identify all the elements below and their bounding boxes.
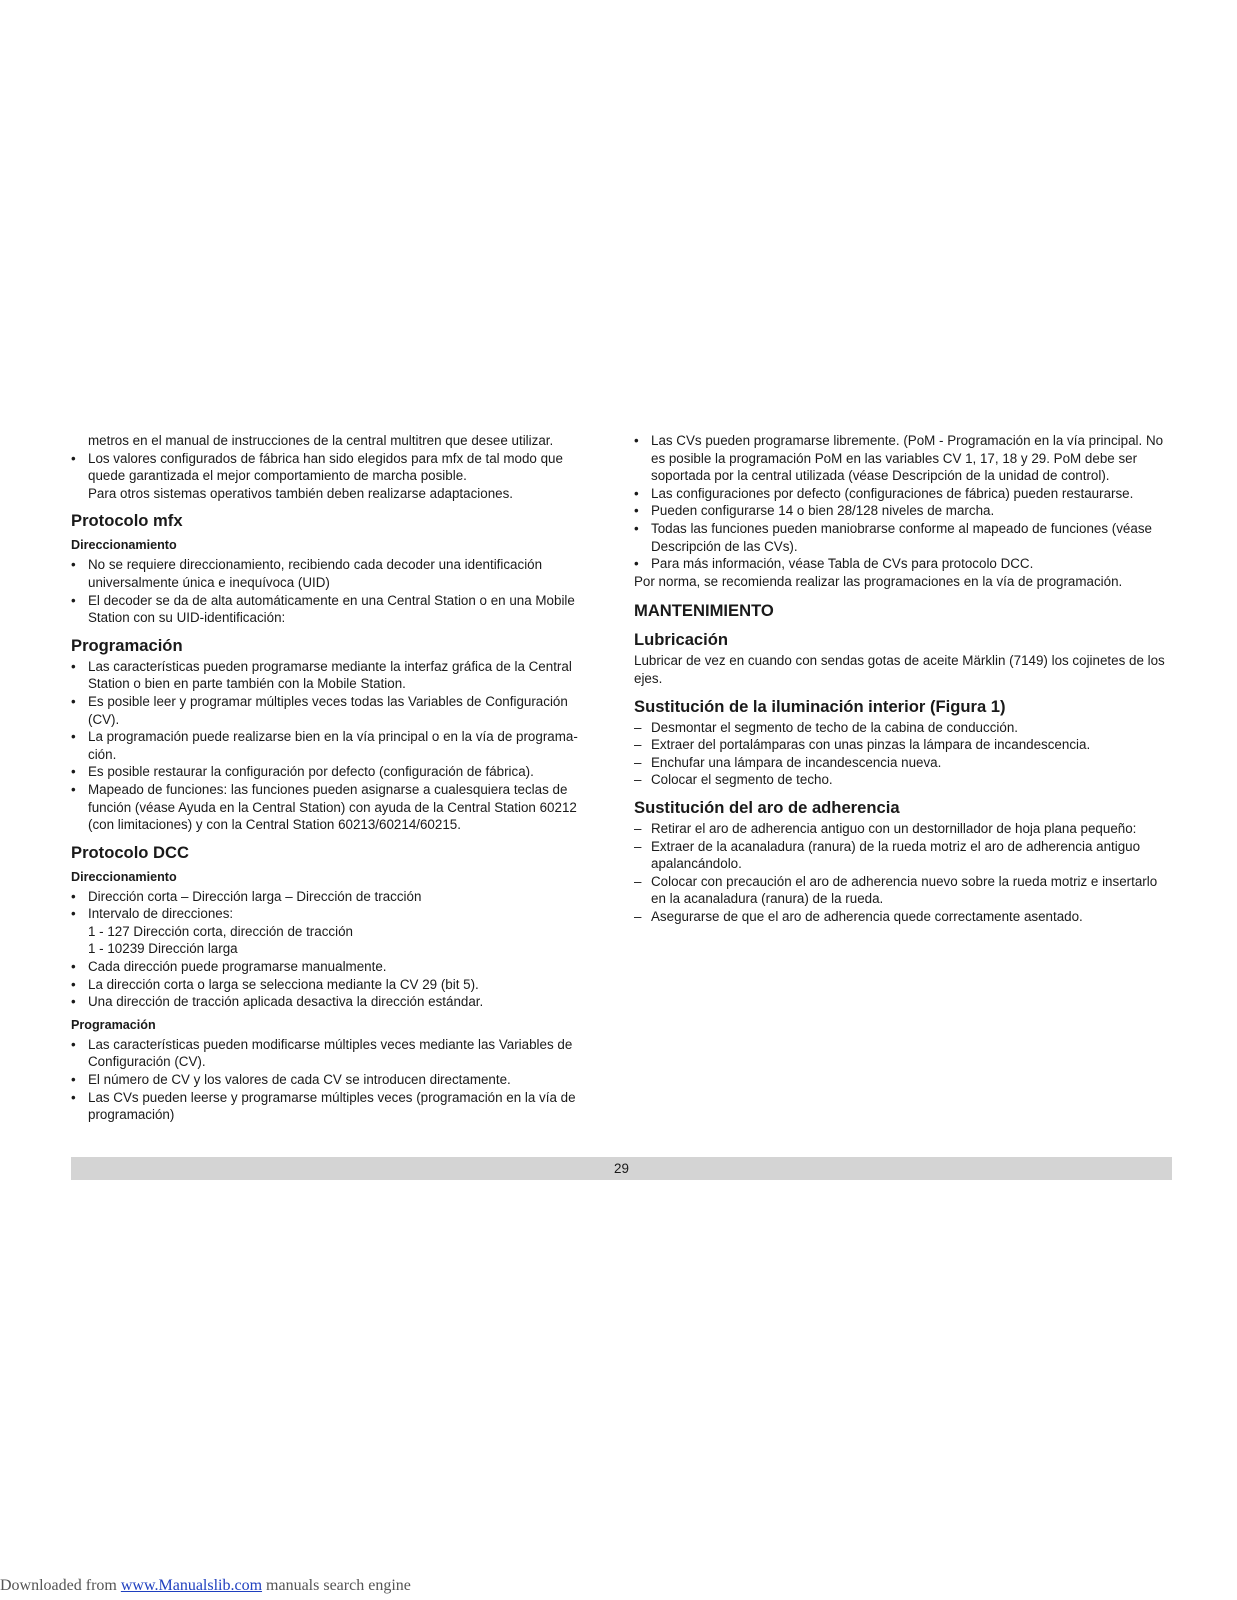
list-item — [71, 958, 601, 976]
bullet-marker: • — [634, 520, 639, 536]
list-item — [71, 993, 601, 1011]
bullet-marker: • — [634, 503, 639, 519]
list-item — [634, 555, 1172, 573]
bullet-marker: • — [71, 693, 76, 709]
list-item-text: La programación puede realizarse bien en la vía principal o en la vía de programa-ción. — [88, 729, 578, 762]
list-item-text: Retirar el aro de adherencia antiguo con un destornillador de hoja plana pequeño: — [651, 820, 1137, 836]
list-item-text: No se requiere direccionamiento, recibiendo cada decoder una identificación universalmente única e inequívoca (UID) — [88, 557, 543, 590]
dash-marker: – — [634, 737, 642, 753]
subheading-addressing: Direccionamiento — [71, 869, 177, 884]
manualslib-link[interactable]: www.Manualslib.com — [120, 1577, 263, 1594]
bullet-marker: • — [634, 556, 639, 572]
list-item-text: Enchufar una lámpara de incandescencia nueva. — [651, 754, 942, 770]
list-item — [71, 728, 601, 763]
list-item-text: Para más información, véase Tabla de CVs para protocolo DCC. — [651, 556, 1034, 572]
bullet-marker: • — [71, 592, 76, 608]
list-item — [71, 905, 601, 958]
list-item-text: El decoder se da de alta automáticamente en una Central Station o en una Mobile Station con su UID-identificación: — [88, 592, 575, 626]
section-heading-traction-tire: Sustitución del aro de adherencia — [634, 797, 900, 817]
list-item — [71, 1089, 601, 1124]
page-footer-bar — [71, 1157, 1172, 1180]
bullet-marker: • — [71, 658, 76, 674]
list-item-text: Las configuraciones por defecto (configuraciones de fábrica) pueden restaurarse. — [651, 485, 1134, 501]
list-item-text: 1 - 10239 Dirección larga — [88, 941, 238, 957]
list-item-text: Es posible leer y programar múltiples veces todas las Variables de Configuración (CV). — [88, 693, 568, 727]
list-item-text: Asegurarse de que el aro de adherencia quede correctamente asentado. — [651, 908, 1083, 924]
bullet-marker: • — [71, 994, 76, 1010]
list-item-text: Una dirección de tracción aplicada desactiva la dirección estándar. — [88, 994, 484, 1010]
list-item — [71, 658, 601, 693]
list-item-text: Las CVs pueden programarse libremente. (PoM - Programación en la vía principal. No es posible la programación PoM en las variables CV 1, 17, 18 y 29. PoM debe ser soportada por la central utilizada (véase Descripción de la unidad de control). — [651, 433, 1164, 484]
dash-marker: – — [634, 908, 642, 924]
list-item-text: Desmontar el segmento de techo de la cabina de conducción. — [651, 719, 1018, 735]
intro-continuation: metros en el manual de instrucciones de la central multitren que desee utilizar. — [88, 433, 554, 448]
right-column — [634, 432, 1172, 925]
list-item — [634, 502, 1172, 520]
list-item-text: El número de CV y los valores de cada CV se introducen directamente. — [88, 1072, 511, 1088]
list-item-text: Las CVs pueden leerse y programarse múltiples veces (programación en la vía de programación) — [88, 1089, 576, 1123]
list-item-text: Es posible restaurar la configuración por defecto (configuración de fábrica). — [88, 764, 534, 780]
lubrication-text: Lubricar de vez en cuando con sendas gotas de aceite Märklin (7149) los cojinetes de los ejes. — [634, 653, 1165, 686]
list-item-text: Intervalo de direcciones: — [88, 906, 234, 922]
list-item — [634, 771, 1172, 789]
mfx-addressing-list — [71, 556, 601, 626]
list-item — [634, 432, 1172, 485]
list-item — [71, 763, 601, 781]
dcc-programming-list — [71, 1036, 601, 1124]
bullet-marker: • — [71, 906, 76, 922]
list-item — [71, 1036, 601, 1071]
dcc-addressing-list — [71, 888, 601, 1011]
download-credit — [0, 1577, 411, 1595]
mfx-programming-list — [71, 658, 601, 834]
bullet-marker: • — [71, 888, 76, 904]
list-item — [634, 736, 1172, 754]
bullet-marker: • — [71, 781, 76, 797]
subheading-programming: Programación — [71, 1017, 156, 1032]
section-heading-mfx: Protocolo mfx — [71, 511, 183, 531]
subheading-addressing: Direccionamiento — [71, 538, 177, 553]
bullet-marker: • — [71, 1036, 76, 1052]
dcc-continued-list — [634, 432, 1172, 573]
section-heading-lubrication: Lubricación — [634, 630, 729, 650]
dash-marker: – — [634, 838, 642, 854]
bullet-marker: • — [71, 1089, 76, 1105]
list-item — [71, 450, 601, 503]
dash-marker: – — [634, 873, 642, 889]
section-heading-lighting: Sustitución de la iluminación interior (Figura 1) — [634, 696, 1006, 716]
download-prefix: Downloaded from — [0, 1577, 121, 1594]
list-item-text: Para otros sistemas operativos también deben realizarse adaptaciones. — [88, 485, 514, 501]
list-item-text: Colocar con precaución el aro de adherencia nuevo sobre la rueda motriz e insertarlo en la acanaladura (ranura) de la rueda. — [651, 873, 1158, 907]
list-item-text: Todas las funciones pueden maniobrarse conforme al mapeado de funciones (véase Descripción de las CVs). — [651, 520, 1152, 554]
bullet-marker: • — [634, 485, 639, 501]
dash-marker: – — [634, 754, 642, 770]
list-item-text: Cada dirección puede programarse manualmente. — [88, 959, 387, 975]
list-item — [71, 693, 601, 728]
bullet-marker: • — [71, 1072, 76, 1088]
bullet-marker: • — [71, 450, 76, 466]
list-item-text: Colocar el segmento de techo. — [651, 772, 833, 788]
list-item — [71, 592, 601, 627]
intro-bullets — [71, 450, 601, 503]
bullet-marker: • — [71, 729, 76, 745]
download-suffix: manuals search engine — [262, 1577, 411, 1594]
list-item-text: Pueden configurarse 14 o bien 28/128 niveles de marcha. — [651, 503, 995, 519]
list-item-text: Dirección corta – Dirección larga – Dirección de tracción — [88, 888, 422, 904]
left-column — [71, 432, 601, 1124]
list-item-text: Extraer de la acanaladura (ranura) de la rueda motriz el aro de adherencia antiguo apalancándolo. — [651, 838, 1141, 872]
list-item — [71, 781, 601, 834]
list-item-text: 1 - 127 Dirección corta, dirección de tracción — [88, 923, 353, 939]
section-heading-maintenance: MANTENIMIENTO — [634, 601, 774, 621]
list-item — [71, 556, 601, 591]
list-item-text: La dirección corta o larga se selecciona mediante la CV 29 (bit 5). — [88, 976, 479, 992]
section-heading-dcc: Protocolo DCC — [71, 842, 189, 862]
list-item-text: Extraer del portalámparas con unas pinzas la lámpara de incandescencia. — [651, 737, 1091, 753]
dash-marker: – — [634, 772, 642, 788]
bullet-marker: • — [71, 557, 76, 573]
dash-marker: – — [634, 820, 642, 836]
list-item — [634, 485, 1172, 503]
bullet-marker: • — [71, 959, 76, 975]
list-item-text: Los valores configurados de fábrica han sido elegidos para mfx de tal modo que quede garantizada el mejor comportamiento de marcha posible. — [88, 450, 563, 484]
bullet-marker: • — [71, 976, 76, 992]
list-item — [634, 838, 1172, 873]
list-item — [71, 1071, 601, 1089]
list-item-text: Las características pueden programarse mediante la interfaz gráfica de la Central Station o bien en parte también con la Mobile Station. — [88, 658, 572, 692]
list-item — [634, 754, 1172, 772]
lighting-steps-list — [634, 719, 1172, 789]
list-item — [71, 888, 601, 906]
list-item — [634, 520, 1172, 555]
bullet-marker: • — [634, 433, 639, 448]
list-item-text: Mapeado de funciones: las funciones pueden asignarse a cualesquiera teclas de función (véase Ayuda en la Central Station) con ayuda de la Central Station 60212 (con limitaciones) y con la Central Station 60213/60214/60215. — [88, 781, 577, 833]
list-item — [634, 820, 1172, 838]
page-number: 29 — [614, 1161, 629, 1176]
list-item — [634, 873, 1172, 908]
list-item — [634, 908, 1172, 926]
list-item — [634, 719, 1172, 737]
list-item — [71, 976, 601, 994]
section-heading-programming: Programación — [71, 635, 183, 655]
bullet-marker: • — [71, 764, 76, 780]
dash-marker: – — [634, 719, 642, 735]
norm-note: Por norma, se recomienda realizar las programaciones en la vía de programación. — [634, 573, 1123, 589]
traction-tire-steps-list — [634, 820, 1172, 926]
list-item-text: Las características pueden modificarse múltiples veces mediante las Variables de Configuración (CV). — [88, 1036, 573, 1070]
